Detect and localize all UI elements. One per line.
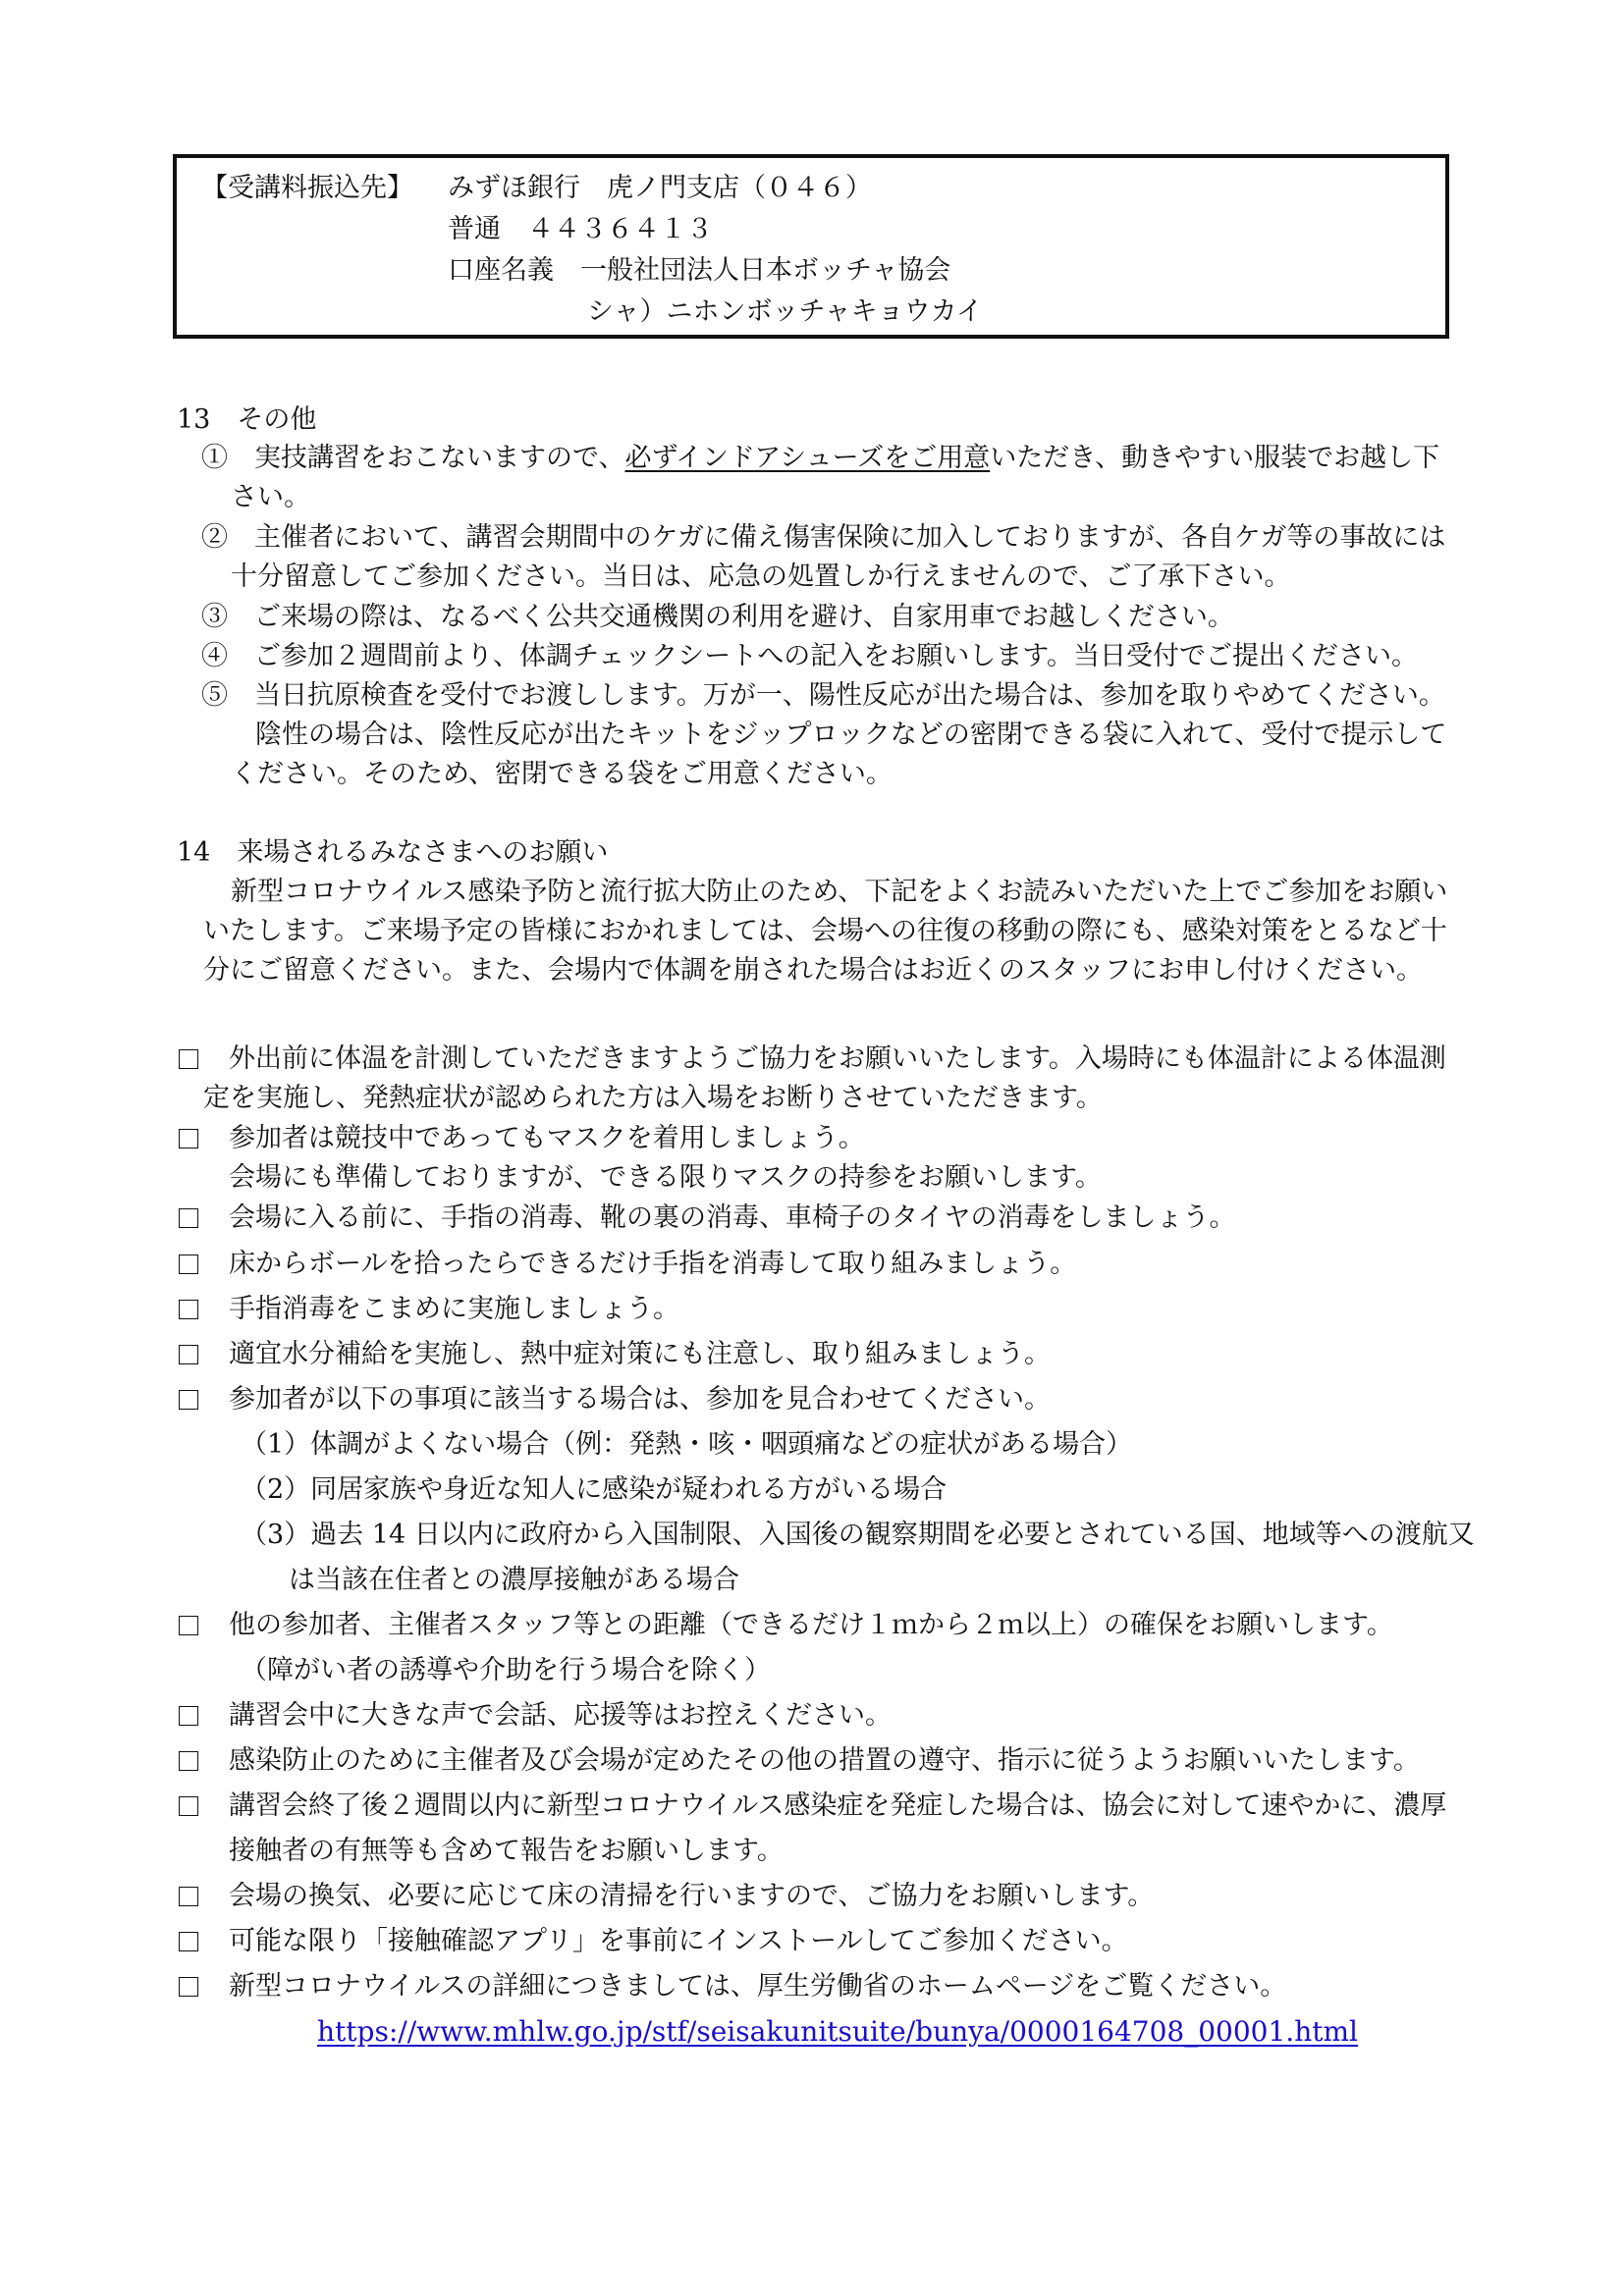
checklist-item-1-cont: 定を実施し、発熱症状が認められた方は入場をお断りさせていただきます。 [203, 1083, 1103, 1113]
checkbox-icon [179, 1345, 198, 1364]
section-13-item-2: ② 主催者において、講習会期間中のケガに備え傷害保険に加入しておりますが、各自ケガ等の事故には [201, 522, 1446, 553]
checkbox-icon [179, 1300, 198, 1319]
checklist-item-2: 参加者は競技中であってもマスクを着用しましょう。 [229, 1123, 865, 1153]
checklist-item-1: 外出前に体温を計測していただきますようご協力をお願いいたします。入場時にも体温計による体温測 [229, 1043, 1446, 1074]
account-number: 普通 ４４３６４１３ [448, 214, 713, 244]
payment-label: 【受講料振込先】 [201, 173, 413, 203]
section-13-item-5: ⑤ 当日抗原検査を受付でお渡しします。万が一、陽性反応が出た場合は、参加を取りやめてください。 [201, 680, 1445, 711]
checkbox-icon [179, 1887, 198, 1906]
checklist-item-7-sub-1: （1）体調がよくない場合（例：発熱・咳・咽頭痛などの症状がある場合） [241, 1429, 1133, 1460]
section-14-intro-2: いたします。ご来場予定の皆様におかれましては、会場への往復の移動の際にも、感染対策をとるなど十 [203, 916, 1447, 946]
checkbox-icon [179, 1390, 198, 1410]
checkbox-icon [179, 1049, 198, 1069]
section-13-item-5-cont2: ください。そのため、密閉できる袋をご用意ください。 [231, 759, 893, 789]
checklist-item-11-cont: 接触者の有無等も含めて報告をお願いします。 [229, 1836, 784, 1866]
checklist-item-5: 手指消毒をこまめに実施しましょう。 [229, 1294, 679, 1324]
section-13-item-3: ③ ご来場の際は、なるべく公共交通機関の利用を避け、自家用車でお越しください。 [201, 602, 1234, 632]
checkbox-icon [179, 1616, 198, 1635]
checklist-item-6: 適宜水分補給を実施し、熱中症対策にも注意し、取り組みましょう。 [229, 1339, 1051, 1369]
checkbox-icon [179, 1129, 198, 1148]
mhlw-link[interactable]: https://www.mhlw.go.jp/stf/seisakunitsuite/bunya/0000164708_00001.html [317, 2015, 1358, 2048]
section-14-intro-3: 分にご留意ください。また、会場内で体調を崩された場合はお近くのスタッフにお申し付けください。 [203, 955, 1423, 986]
checklist-item-2-cont: 会場にも準備しておりますが、できる限りマスクの持参をお願いします。 [229, 1162, 1102, 1193]
section-14-intro-1: 新型コロナウイルス感染予防と流行拡大防止のため、下記をよくお読みいただいた上でご参加をお願い [231, 877, 1448, 907]
section-13-item-4: ④ ご参加２週間前より、体調チェックシートへの記入をお願いします。当日受付でご提出ください。 [201, 641, 1419, 671]
checklist-item-11: 講習会終了後２週間以内に新型コロナウイルス感染症を発症した場合は、協会に対して速やかに、濃厚 [229, 1790, 1447, 1821]
checklist-item-4: 床からボールを拾ったらできるだけ手指を消毒して取り組みましょう。 [229, 1249, 1077, 1279]
item-1-text-before: ① 実技講習をおこないますので、 [201, 443, 625, 473]
account-holder: 口座名義 一般社団法人日本ボッチャ協会 [448, 255, 951, 286]
section-13-item-1 [201, 439, 1439, 478]
checklist-item-3: 会場に入る前に、手指の消毒、靴の裏の消毒、車椅子のタイヤの消毒をしましょう。 [229, 1202, 1236, 1233]
bank-name: みずほ銀行 虎ノ門支店（０４６） [448, 173, 872, 203]
item-1-emphasis: 必ずインドアシューズをご用意 [624, 443, 991, 473]
checkbox-icon [179, 1977, 198, 1997]
checklist-item-7-sub-3-cont: は当該在住者との濃厚接触がある場合 [289, 1565, 739, 1595]
checklist-item-8-cont: （障がい者の誘導や介助を行う場合を除く） [241, 1655, 771, 1685]
checkbox-icon [179, 1751, 198, 1771]
account-holder-kana: シャ）ニホンボッチャキョウカイ [587, 296, 983, 327]
checklist-item-8: 他の参加者、主催者スタッフ等との距離（できるだけ１ｍから２ｍ以上）の確保をお願いします。 [229, 1610, 1393, 1640]
checkbox-icon [179, 1208, 198, 1228]
section-13-item-2-cont: 十分留意してご参加ください。当日は、応急の処置しか行えませんので、ご了承下さい。 [231, 561, 1291, 592]
checklist-item-14: 新型コロナウイルスの詳細につきましては、厚生労働省のホームページをご覧ください。 [229, 1971, 1287, 2002]
checklist-item-12: 会場の換気、必要に応じて床の清掃を行いますので、ご協力をお願いします。 [229, 1881, 1155, 1911]
checklist-item-7-sub-3: （3）過去 14 日以内に政府から入国制限、入国後の観察期間を必要とされている国、地域等への渡航又 [241, 1520, 1475, 1550]
checklist-item-7-sub-2: （2）同居家族や身近な知人に感染が疑われる方がいる場合 [241, 1474, 947, 1505]
section-14-heading: 14 来場されるみなさまへのお願い [177, 837, 609, 868]
item-1-text-after: いただき、動きやすい服装でお越し下 [990, 443, 1440, 473]
checklist-item-7: 参加者が以下の事項に該当する場合は、参加を見合わせてください。 [229, 1384, 1051, 1415]
checklist-item-10: 感染防止のために主催者及び会場が定めたその他の措置の遵守、指示に従うようお願いいたします。 [229, 1745, 1420, 1776]
checkbox-icon [179, 1706, 198, 1726]
checkbox-icon [179, 1255, 198, 1274]
checklist-item-13: 可能な限り「接触確認アプリ」を事前にインストールしてご参加ください。 [229, 1926, 1128, 1956]
checklist-item-9: 講習会中に大きな声で会話、応援等はお控えください。 [229, 1700, 892, 1731]
checkbox-icon [179, 1932, 198, 1951]
section-13-item-5-cont1: 陰性の場合は、陰性反応が出たキットをジップロックなどの密閉できる袋に入れて、受付で提示して [255, 720, 1447, 750]
section-13-heading: 13 その他 [177, 404, 317, 435]
section-13-item-1-cont: さい。 [231, 482, 310, 512]
checkbox-icon [179, 1796, 198, 1816]
